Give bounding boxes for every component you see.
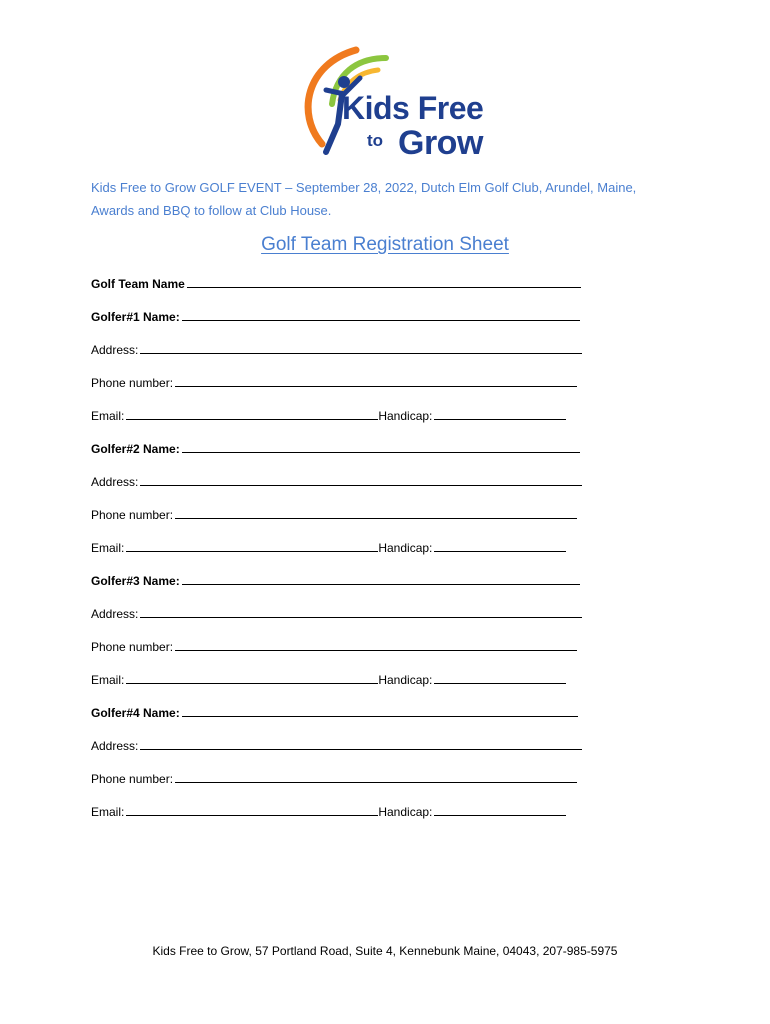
golfer4-address-field[interactable] xyxy=(140,738,582,750)
golfer2-address-field[interactable] xyxy=(140,474,582,486)
golfer4-handicap-label: Handicap: xyxy=(378,805,433,819)
golfer1-email-label: Email: xyxy=(91,409,125,423)
golfer1-address-field[interactable] xyxy=(140,342,582,354)
golfer3-handicap-field[interactable] xyxy=(434,672,566,684)
logo-wordmark-to: to xyxy=(367,131,384,150)
golfer3-handicap-label: Handicap: xyxy=(378,673,433,687)
golfer4-email-row xyxy=(91,804,566,819)
golfer2-handicap-label: Handicap: xyxy=(378,541,433,555)
golfer1-email-row xyxy=(91,408,566,423)
event-intro xyxy=(91,176,691,222)
golfer1-handicap-field[interactable] xyxy=(434,408,566,420)
golfer2-name-label: Golfer#2 Name: xyxy=(91,442,180,456)
golfer4-phone-row xyxy=(91,771,577,786)
golfer1-email-field[interactable] xyxy=(126,408,378,420)
intro-line-1: Kids Free to Grow GOLF EVENT – September 28, 2022, Dutch Elm Golf Club, Arundel, Maine, xyxy=(91,180,637,195)
golfer3-email-label: Email: xyxy=(91,673,125,687)
team-name-field[interactable] xyxy=(187,276,581,288)
page-title: Golf Team Registration Sheet xyxy=(261,234,509,255)
golfer3-name-row xyxy=(91,573,580,588)
golfer3-email-row xyxy=(91,672,566,687)
golfer3-address-row xyxy=(91,606,582,621)
golfer1-handicap-label: Handicap: xyxy=(378,409,433,423)
golfer2-name-field[interactable] xyxy=(182,441,580,453)
footer-address: Kids Free to Grow, 57 Portland Road, Suite 4, Kennebunk Maine, 04043, 207-985-5975 xyxy=(152,944,618,958)
golfer3-name-label: Golfer#3 Name: xyxy=(91,574,180,588)
golfer2-name-row xyxy=(91,441,580,456)
team-name-label: Golf Team Name xyxy=(91,277,185,291)
team-name-row xyxy=(91,276,581,291)
golfer1-phone-row xyxy=(91,375,577,390)
golfer4-phone-label: Phone number: xyxy=(91,772,174,786)
golfer2-handicap-field[interactable] xyxy=(434,540,566,552)
golfer1-name-field[interactable] xyxy=(182,309,580,321)
golfer2-phone-label: Phone number: xyxy=(91,508,174,522)
golfer4-email-field[interactable] xyxy=(126,804,378,816)
golfer4-name-field[interactable] xyxy=(182,705,578,717)
golfer2-email-label: Email: xyxy=(91,541,125,555)
golfer3-phone-field[interactable] xyxy=(175,639,577,651)
golfer4-email-label: Email: xyxy=(91,805,125,819)
golfer2-address-row xyxy=(91,474,582,489)
logo-wordmark-line2: Grow xyxy=(398,124,483,162)
golfer1-name-row xyxy=(91,309,580,324)
golfer1-name-label: Golfer#1 Name: xyxy=(91,310,180,324)
golfer4-handicap-field[interactable] xyxy=(434,804,566,816)
golfer2-email-field[interactable] xyxy=(126,540,378,552)
golfer1-address-row xyxy=(91,342,582,357)
golfer4-name-row xyxy=(91,705,578,720)
golfer3-address-label: Address: xyxy=(91,607,139,621)
golfer3-phone-label: Phone number: xyxy=(91,640,174,654)
golfer1-phone-label: Phone number: xyxy=(91,376,174,390)
golfer2-address-label: Address: xyxy=(91,475,139,489)
golfer3-address-field[interactable] xyxy=(140,606,582,618)
golfer1-address-label: Address: xyxy=(91,343,139,357)
intro-line-2: Awards and BBQ to follow at Club House. xyxy=(91,203,332,218)
golfer2-email-row xyxy=(91,540,566,555)
golfer4-phone-field[interactable] xyxy=(175,771,577,783)
golfer4-address-label: Address: xyxy=(91,739,139,753)
golfer4-name-label: Golfer#4 Name: xyxy=(91,706,180,720)
golfer2-phone-row xyxy=(91,507,577,522)
logo-wordmark-line1: Kids Free xyxy=(342,90,484,126)
golfer3-phone-row xyxy=(91,639,577,654)
golfer1-phone-field[interactable] xyxy=(175,375,577,387)
golfer2-phone-field[interactable] xyxy=(175,507,577,519)
golfer4-address-row xyxy=(91,738,582,753)
golfer3-name-field[interactable] xyxy=(182,573,580,585)
golfer3-email-field[interactable] xyxy=(126,672,378,684)
